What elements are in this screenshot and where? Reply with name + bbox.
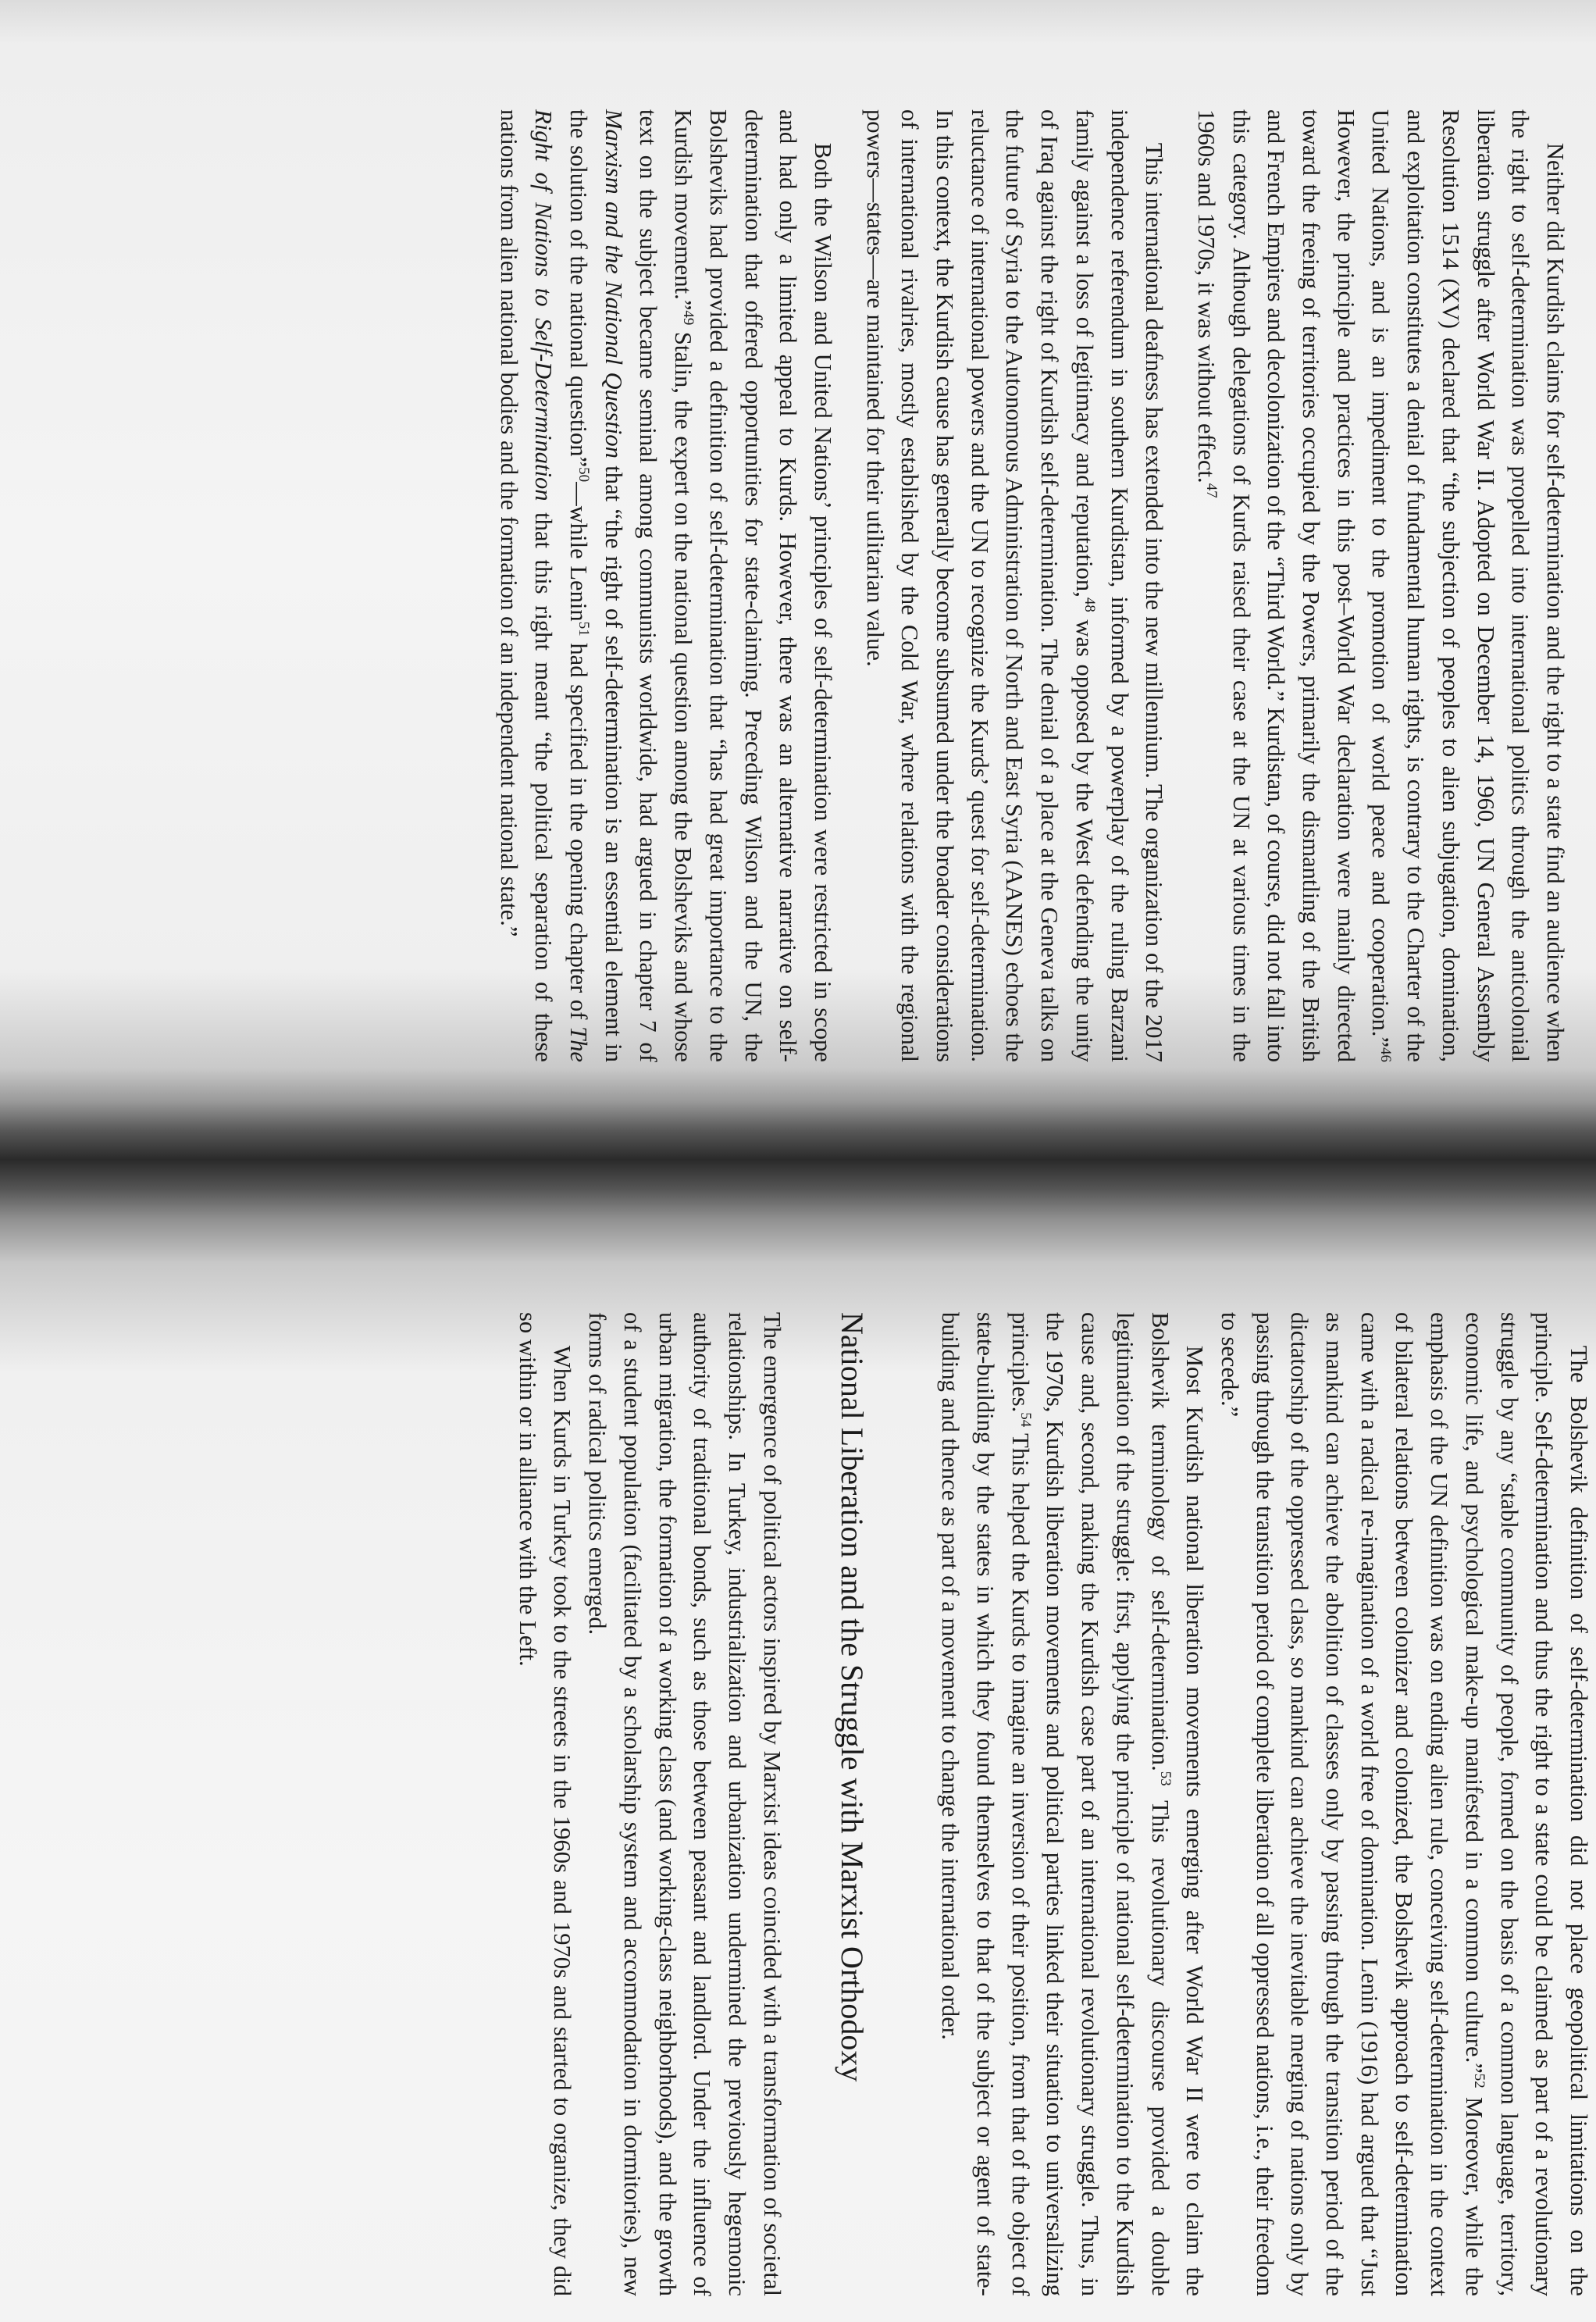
text-run: that “the right of self-determination is an essential element in the solution of the national question” bbox=[565, 109, 627, 1062]
text-run: had specified in the opening chapter of bbox=[565, 636, 593, 1027]
left-page bbox=[0, 0, 1596, 1101]
left-page-text bbox=[491, 109, 1573, 1062]
right-page bbox=[0, 1218, 1596, 2322]
paragraph bbox=[857, 109, 1171, 1062]
text-run: This revolutionary discourse provided a double legitimation of the struggle: first, applying the principle of national self-determination to the Kurdish cause and, second, making the Kurdish case part of an international revolutionary struggle. Thus, in the 1970s, Kurdish liberation movements and political parties linked their situation to universalizing principles. bbox=[1006, 1312, 1174, 2296]
text-run: The emergence of political actors inspired by Marxist ideas coincided with a transformation of societal relationships. In Turkey, industrialization and urbanization undermined the previously hegemonic authority of traditional bonds, such as those between peasant and landlord. Under the influence of urban migration, the formation of a working class (and working-class neighborhoods), and the growth of a student population (facilitated by a scholarship system and accommodation in dormitories), new forms of radical politics emerged. bbox=[584, 1312, 786, 2296]
footnote-ref: 48 bbox=[1081, 597, 1099, 612]
footnote-ref: 51 bbox=[575, 621, 593, 637]
paragraph bbox=[491, 109, 840, 1062]
text-run: —while Lenin bbox=[565, 482, 593, 622]
text-run: The Bolshevik definition of self-determination did not place geopolitical limitations on the principle. Self-determination and thus the right to a state could be claimed as part of a revolutionary struggle by any “stable community of people, formed on the basis of a common language, territory, economic life, and psychological make-up manifested in a common culture.” bbox=[1460, 1312, 1592, 2296]
paragraph bbox=[579, 1312, 789, 2296]
footnote-ref: 54 bbox=[1017, 1412, 1034, 1428]
text-run: Moreover, while the emphasis of the UN definition was on ending alien rule, conceiving self-determination in the context of bilateral relations between colonizer and colonized, the Bolshevik approach to self-determination came with a radical re-imagination of a world free of domination. Lenin (1916) had argued that “Just as mankind can achieve the abolition of classes only by passing through the transition period of the dictatorship of the oppressed class, so mankind can achieve the inevitable merging of nations only by passing through the transition period of complete liberation of all oppressed nations, i.e., their freedom to secede.” bbox=[1216, 1312, 1487, 2296]
right-page-text bbox=[510, 1312, 1596, 2296]
text-run: Stalin, the expert on the national question among the Bolsheviks and whose text on the subject became seminal among communists worldwide, had argued in chapter 7 of bbox=[635, 109, 697, 1062]
paragraph bbox=[1188, 109, 1573, 1062]
paragraph bbox=[510, 1312, 579, 2296]
text-run: was opposed by the West defending the unity of Iraq against the right of Kurdish self-determination. The denial of a place at the Geneva talks on the future of Syria to the Autonomous Administration of North and East Syria (AANES) echoes the reluctance of international powers and the UN to recognize the Kurds’ quest for self-determination. In this context, the Kurdish cause has generally become subsumed under the broader considerations of international rivalries, mostly established by the Cold War, where relations with the regional powers—states—are maintained for their utilitarian value. bbox=[861, 109, 1098, 1062]
text-run: When Kurds in Turkey took to the streets in the 1960s and 1970s and started to organize, they did so within or in alliance with the Left. bbox=[514, 1312, 576, 2296]
text-run: Most Kurdish national liberation movements emerging after World War II were to claim the Bolshevik terminology of self-determination. bbox=[1146, 1312, 1209, 2296]
text-run: that this right meant “the political separation of these nations from alien national bodies and the formation of an independent national state.” bbox=[495, 109, 558, 1062]
book-gutter bbox=[0, 1101, 1596, 1218]
book-title: The Right of Nations to Self-Determination bbox=[530, 109, 593, 1062]
footnote-ref: 52 bbox=[1471, 2073, 1488, 2088]
footnote-ref: 50 bbox=[575, 467, 593, 483]
footnote-ref: 53 bbox=[1156, 1771, 1174, 1786]
text-run: This helped the Kurds to imagine an inversion of their position, from that of the object of state-building by the states in which they found themselves to that of the subject or agent of state-building and thence as part of a movement to change the international order. bbox=[937, 1312, 1034, 2296]
section-heading: National Liberation and the Struggle with Marxist Orthodoxy bbox=[834, 1312, 870, 2082]
paragraph bbox=[933, 1312, 1213, 2296]
book-title: Marxism and the National Question bbox=[600, 109, 627, 458]
paragraph bbox=[1212, 1312, 1596, 2296]
footnote-ref: 47 bbox=[1203, 483, 1220, 498]
text-run: However, the principle and practices in this post–World War declaration were mainly directed toward the freeing of territories occupied by the Powers, primarily the dismantling of the British and French Empires and decolonization of the “Third World.” Kurdistan, of course, did not fall into this category. Although delegations of Kurds raised their case at the UN at various times in the 1960s and 1970s, it was without effect. bbox=[1192, 109, 1359, 1062]
text-run: This international deafness has extended into the new millennium. The organization of the 2017 independence referendum in southern Kurdistan, informed by a powerplay of the ruling Barzani family against a loss of legitimacy and reputation, bbox=[1071, 109, 1168, 1062]
text-run: Neither did Kurdish claims for self-determination and the right to a state find an audience when the right to self-determination was propelled into international politics through the anticolonial liberation struggle after World War II. Adopted on December 14, 1960, UN General Assembly Resolution 1514 (XV) declared that “the subjection of peoples to alien subjugation, domination, and exploitation constitutes a denial of fundamental human rights, is contrary to the Charter of the United Nations, and is an impediment to the promotion of world peace and cooperation.” bbox=[1367, 109, 1569, 1062]
text-run: Both the Wilson and United Nations’ principles of self-determination were restricted in scope and had only a limited appeal to Kurds. However, there was an alternative narrative on self-determination that offered opportunities for state-claiming. Preceding Wilson and the UN, the Bolsheviks had provided a definition of self-determination that “has had great importance to the Kurdish movement.” bbox=[670, 109, 836, 1062]
footnote-ref: 46 bbox=[1377, 1047, 1395, 1062]
footnote-ref: 49 bbox=[680, 310, 697, 326]
